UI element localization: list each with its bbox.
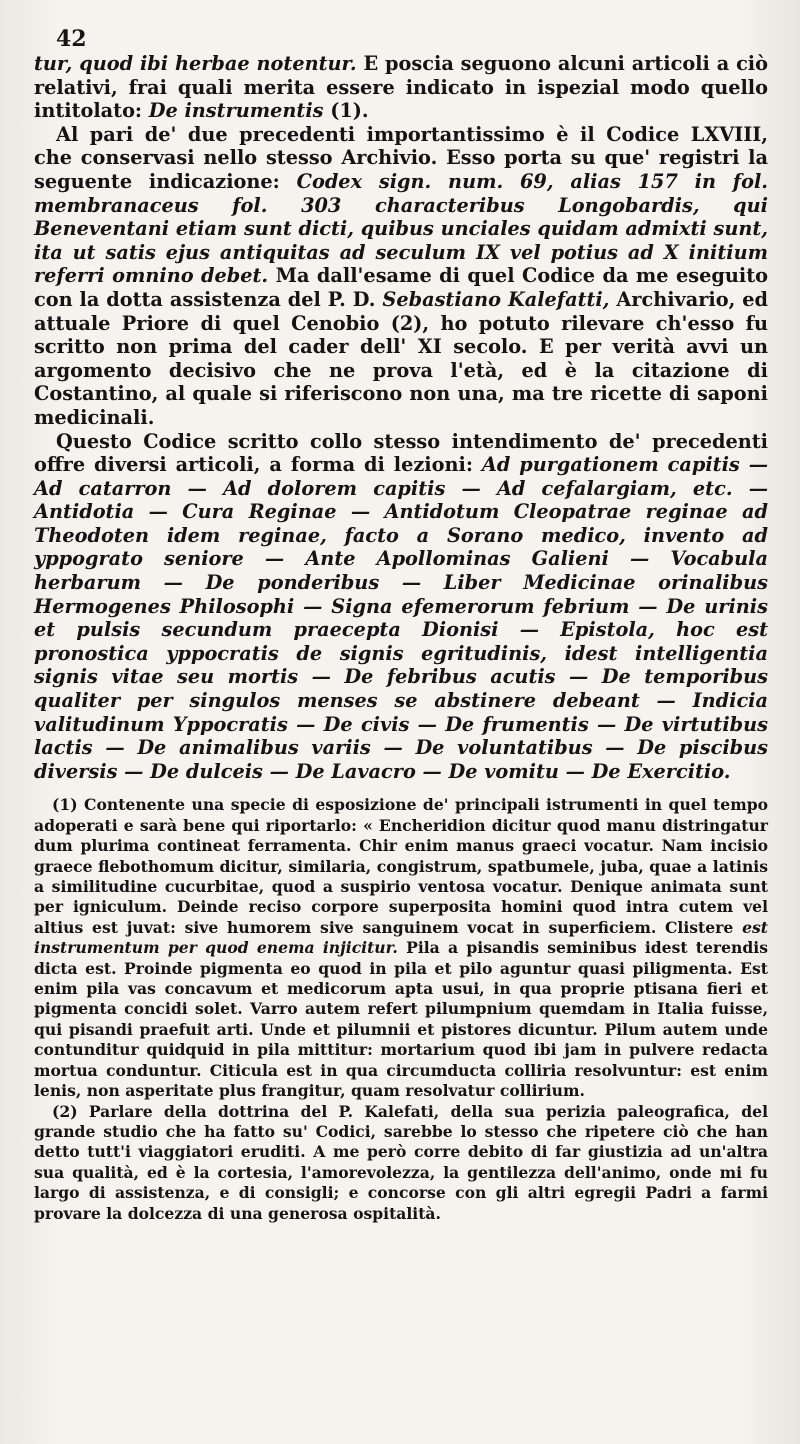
text-run: (2) Parlare della dottrina del P. Kalefati, della sua perizia paleografica, del grande studio che ha fatto su' Codici, sarebbe lo stesso che ripetere ciò che han detto tutt'i viaggiatori eruditi. A me però corre debito di far giustizia ad un'altra sua qualità, ed è la cortesia, l'amorevolezza, la gentilezza dell'animo, onde mi fu largo di assistenza, e di consigli; e concorse con gli altri egregii Padri a farmi provare la dolcezza di una generosa ospitalità. (34, 1101, 768, 1223)
paragraph-1 (34, 52, 768, 123)
main-text (34, 52, 768, 783)
text-run: (1) Contenente una specie di esposizione de' principali istrumenti in quel tempo adoperati e sarà bene qui riportarlo: « Encheridion dicitur quod manu distringatur dum plurima contineat ferramenta. Chir enim manus graeci vocatur. Nam incisio graece flebothomum dicitur, similaria, congistrum, spatbumele, juba, quae a latinis a similitudine cucurbitae, quod a suspirio ventosa vocatur. Denique animata sunt per igniculum. Deinde reciso corpore superposita homini quod intra cutem vel altius est juvat: sive humorem sive sanguinem vocat in superficiem. Clistere (34, 795, 768, 937)
paragraph-2 (34, 123, 768, 430)
paragraph-3 (34, 430, 768, 784)
latin-text: est instrumentum per quod enema injicitur. (34, 917, 768, 958)
text-run: E poscia seguono alcuni articoli a ciò relativi, frai quali merita essere indicato in ispezial modo quello intitolato: (34, 52, 768, 123)
latin-text: Sebastiano Kalefatti, (382, 287, 610, 311)
footnotes (34, 795, 768, 1224)
page-number: 42 (56, 26, 87, 52)
text-run: (1). (323, 99, 369, 123)
text-run: Ma dall'esame di quel Codice da me eseguito con la dotta assistenza del P. D. (34, 264, 768, 311)
latin-text: De instrumentis (148, 99, 324, 123)
text-run: Questo Codice scritto collo stesso intendimento de' precedenti offre diversi articoli, a forma di lezioni: (34, 429, 768, 477)
text-run: Pila a pisandis seminibus idest terendis dicta est. Proinde pigmenta eo quod in pila et pilo aguntur quasi piligmenta. Est enim pila vas concavum et medicorum apta usui, in qua proprie ptisana fieri et pigmenta concidi solet. Varro autem refert pilumpnium quemdam in Italia fuisse, qui pisandi praefuit arti. Unde et pilumnii et pistores dicuntur. Pilum autem unde contunditur quidquid in pila mittitur: mortarium quod ibi jam in pulvere redacta mortua conduntur. Citicula est in qua circumducta colliria resolvuntur: est enim lenis, non asperitate plus frangitur, quam resolvatur collirium. (34, 938, 768, 1101)
footnote-2 (34, 1102, 768, 1224)
text-run: Al pari de' due precedenti importantissimo è il Codice LXVIII, che conservasi nello stesso Archivio. Esso porta su que' registri la seguente indicazione: (34, 122, 768, 193)
latin-text: Ad purgationem capitis — Ad catarron — Ad dolorem capitis — Ad cefalargiam, etc. — Antidotia — Cura Reginae — Antidotum Cleopatrae reginae ad Theodoten idem reginae, facto a Sorano medico, invento ad yppograto seniore — Ante Apollominas Galieni — Vocabula herbarum — De ponderibus — Liber Medicinae orinalibus Hermogenes Philosophi — Signa efemerorum febrium — De urinis et pulsis secundum praecepta Dionisi — Epistola, hoc est pronostica yppocratis de signis egritudinis, idest intelligentia signis vitae seu mortis — De febribus acutis — De temporibus qualiter per singulos menses se abstinere debeant — Indicia valitudinum Yppocratis — De civis — De frumentis — De virtutibus lactis — De animalibus variis — De voluntatibus — De piscibus diversis — De dulceis — De Lavacro — De vomitu — De Exercitio. (34, 453, 768, 783)
text-run: Archivario, ed attuale Priore di quel Cenobio (2), ho potuto rilevare ch'esso fu scritto non prima del cader dell' XI secolo. E per verità avvi un argomento decisivo che ne prova l'età, ed è la citazione di Costantino, al quale si riferiscono non una, ma tre ricette di saponi medicinali. (34, 287, 768, 429)
latin-text: tur, quod ibi herbae notentur. (34, 52, 357, 75)
footnote-1 (34, 795, 768, 1101)
latin-text: Codex sign. num. 69, alias 157 in fol. membranaceus fol. 303 characteribus Longobardis, qui Beneventani etiam sunt dicti, quibus unciales quidam admixti sunt, ita ut satis ejus antiquitas ad seculum IX vel potius ad X initium referri omnino debet. (34, 169, 768, 288)
